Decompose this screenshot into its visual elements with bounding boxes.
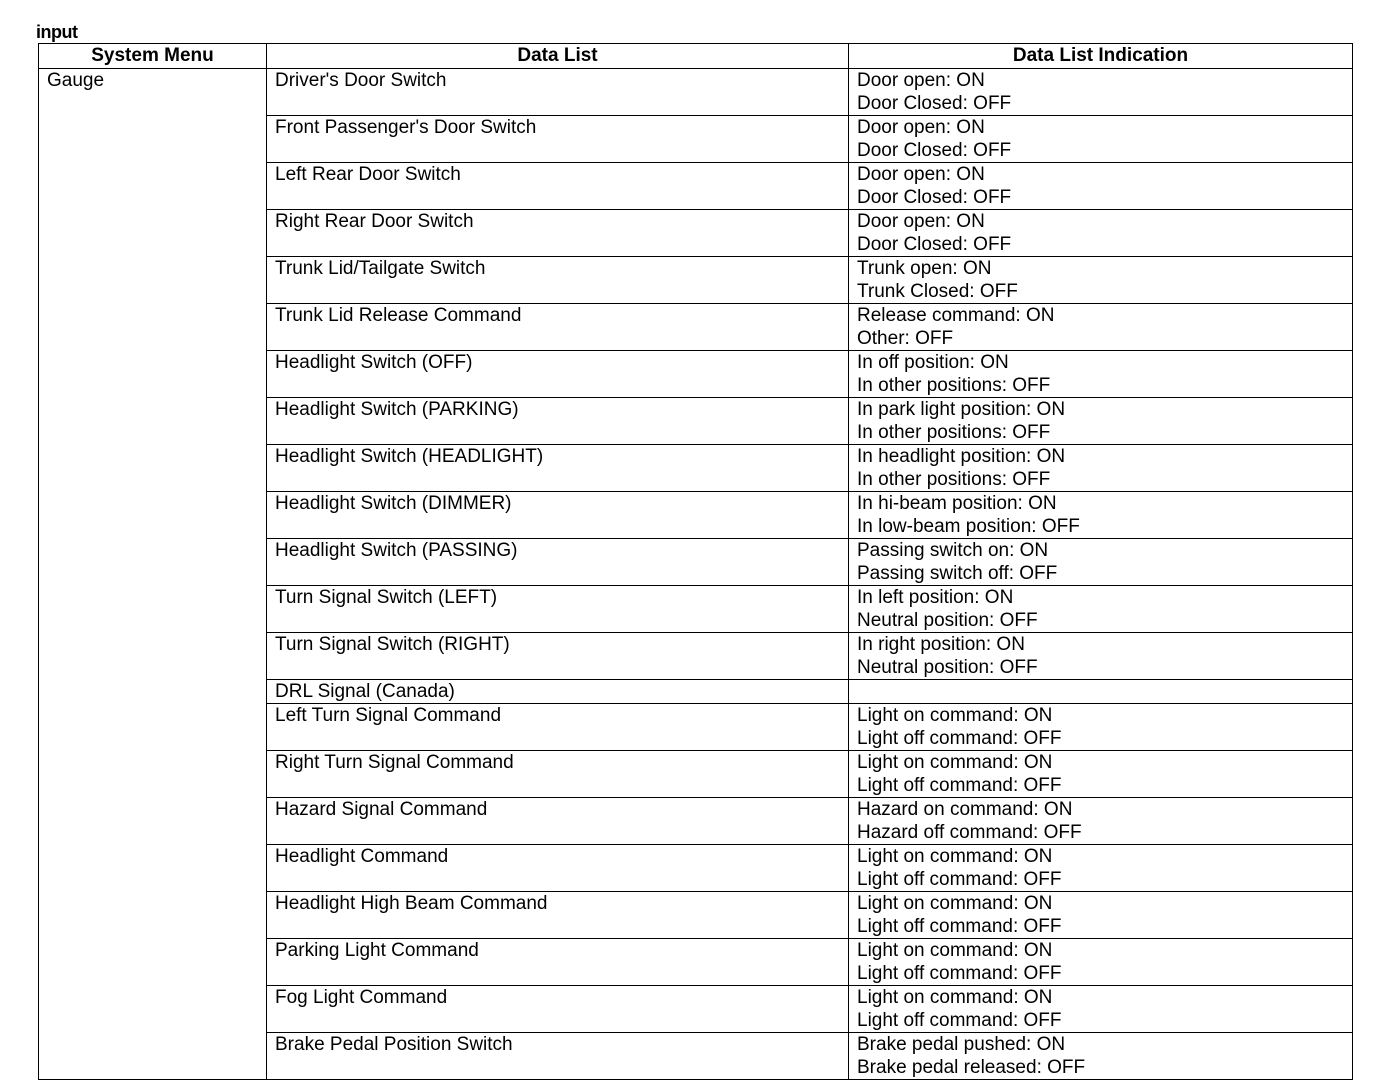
indication-line: In left position: ON <box>857 587 1014 608</box>
table-row <box>39 69 1353 116</box>
indication-line: Release command: ON <box>857 305 1055 326</box>
data-list-indication <box>849 304 1353 351</box>
indication-line: In other positions: OFF <box>857 469 1051 490</box>
data-list-indication <box>849 798 1353 845</box>
data-list-indication <box>849 257 1353 304</box>
data-list-item: Headlight Switch (OFF) <box>267 351 849 398</box>
indication-line: In right position: ON <box>857 634 1025 655</box>
indication-line: Door open: ON <box>857 117 985 138</box>
indication-line: In other positions: OFF <box>857 375 1051 396</box>
data-list-indication <box>849 680 1353 704</box>
data-list-indication <box>849 398 1353 445</box>
indication-line: Trunk open: ON <box>857 258 992 279</box>
data-list-item: Brake Pedal Position Switch <box>267 1033 849 1080</box>
indication-line: Door Closed: OFF <box>857 93 1012 114</box>
data-list-indication <box>849 586 1353 633</box>
data-list-item: DRL Signal (Canada) <box>267 680 849 704</box>
data-list-item: Right Rear Door Switch <box>267 210 849 257</box>
indication-line: Light off command: OFF <box>857 728 1062 749</box>
indication-line: Trunk Closed: OFF <box>857 281 1018 302</box>
section-label: input <box>36 22 78 42</box>
indication-line: Light off command: OFF <box>857 775 1062 796</box>
data-list-indication <box>849 892 1353 939</box>
data-list-item: Trunk Lid/Tailgate Switch <box>267 257 849 304</box>
data-list-indication <box>849 492 1353 539</box>
data-list-item: Headlight Switch (PARKING) <box>267 398 849 445</box>
data-list-item: Left Turn Signal Command <box>267 704 849 751</box>
data-list-item: Turn Signal Switch (RIGHT) <box>267 633 849 680</box>
indication-line: Door open: ON <box>857 70 985 91</box>
indication-line: Door Closed: OFF <box>857 140 1012 161</box>
indication-line: Light on command: ON <box>857 987 1053 1008</box>
indication-line: Passing switch on: ON <box>857 540 1049 561</box>
indication-line: Light on command: ON <box>857 893 1053 914</box>
data-list-item: Right Turn Signal Command <box>267 751 849 798</box>
data-list-indication <box>849 116 1353 163</box>
indication-line: Light off command: OFF <box>857 869 1062 890</box>
data-list-item: Parking Light Command <box>267 939 849 986</box>
header-system-menu: System Menu <box>39 44 267 69</box>
indication-line: Hazard on command: ON <box>857 799 1073 820</box>
indication-line: In park light position: ON <box>857 399 1066 420</box>
data-list-indication <box>849 986 1353 1033</box>
data-list-item: Headlight Command <box>267 845 849 892</box>
data-list-item: Hazard Signal Command <box>267 798 849 845</box>
data-list-item: Headlight Switch (PASSING) <box>267 539 849 586</box>
data-list-indication <box>849 210 1353 257</box>
indication-line: Passing switch off: OFF <box>857 563 1058 584</box>
data-list-indication <box>849 539 1353 586</box>
indication-line: Brake pedal released: OFF <box>857 1057 1086 1078</box>
data-list-item: Headlight Switch (HEADLIGHT) <box>267 445 849 492</box>
data-list-indication <box>849 351 1353 398</box>
table-body <box>39 69 1353 1080</box>
indication-line: In other positions: OFF <box>857 422 1051 443</box>
data-list-indication <box>849 845 1353 892</box>
data-list-indication <box>849 1033 1353 1080</box>
indication-line: Other: OFF <box>857 328 954 349</box>
data-list-table <box>38 43 1353 1080</box>
indication-line: In off position: ON <box>857 352 1009 373</box>
indication-line: Light off command: OFF <box>857 963 1062 984</box>
header-data-list: Data List <box>267 44 849 69</box>
indication-line: Door open: ON <box>857 164 985 185</box>
data-list-indication <box>849 751 1353 798</box>
data-list-item: Headlight Switch (DIMMER) <box>267 492 849 539</box>
indication-line: Door Closed: OFF <box>857 187 1012 208</box>
indication-line: Door Closed: OFF <box>857 234 1012 255</box>
indication-line: Light off command: OFF <box>857 916 1062 937</box>
data-list-item: Left Rear Door Switch <box>267 163 849 210</box>
data-list-item: Headlight High Beam Command <box>267 892 849 939</box>
indication-line: Light off command: OFF <box>857 1010 1062 1031</box>
data-list-item: Trunk Lid Release Command <box>267 304 849 351</box>
system-menu-cell: Gauge <box>39 69 267 1080</box>
indication-line: Hazard off command: OFF <box>857 822 1082 843</box>
data-list-item: Fog Light Command <box>267 986 849 1033</box>
indication-line: Light on command: ON <box>857 940 1053 961</box>
indication-line: In headlight position: ON <box>857 446 1066 467</box>
indication-line: In low-beam position: OFF <box>857 516 1080 537</box>
indication-line: In hi-beam position: ON <box>857 493 1057 514</box>
data-list-item: Driver's Door Switch <box>267 69 849 116</box>
data-list-item: Front Passenger's Door Switch <box>267 116 849 163</box>
indication-line: Light on command: ON <box>857 705 1053 726</box>
header-row <box>39 44 1353 69</box>
data-list-indication <box>849 445 1353 492</box>
data-list-indication <box>849 704 1353 751</box>
data-list-item: Turn Signal Switch (LEFT) <box>267 586 849 633</box>
indication-line: Light on command: ON <box>857 752 1053 773</box>
data-list-indication <box>849 939 1353 986</box>
data-list-indication <box>849 163 1353 210</box>
indication-line: Door open: ON <box>857 211 985 232</box>
indication-line: Neutral position: OFF <box>857 657 1038 678</box>
indication-line: Brake pedal pushed: ON <box>857 1034 1066 1055</box>
data-list-indication <box>849 69 1353 116</box>
indication-line: Light on command: ON <box>857 846 1053 867</box>
header-data-list-indication: Data List Indication <box>849 44 1353 69</box>
indication-line: Neutral position: OFF <box>857 610 1038 631</box>
data-list-indication <box>849 633 1353 680</box>
